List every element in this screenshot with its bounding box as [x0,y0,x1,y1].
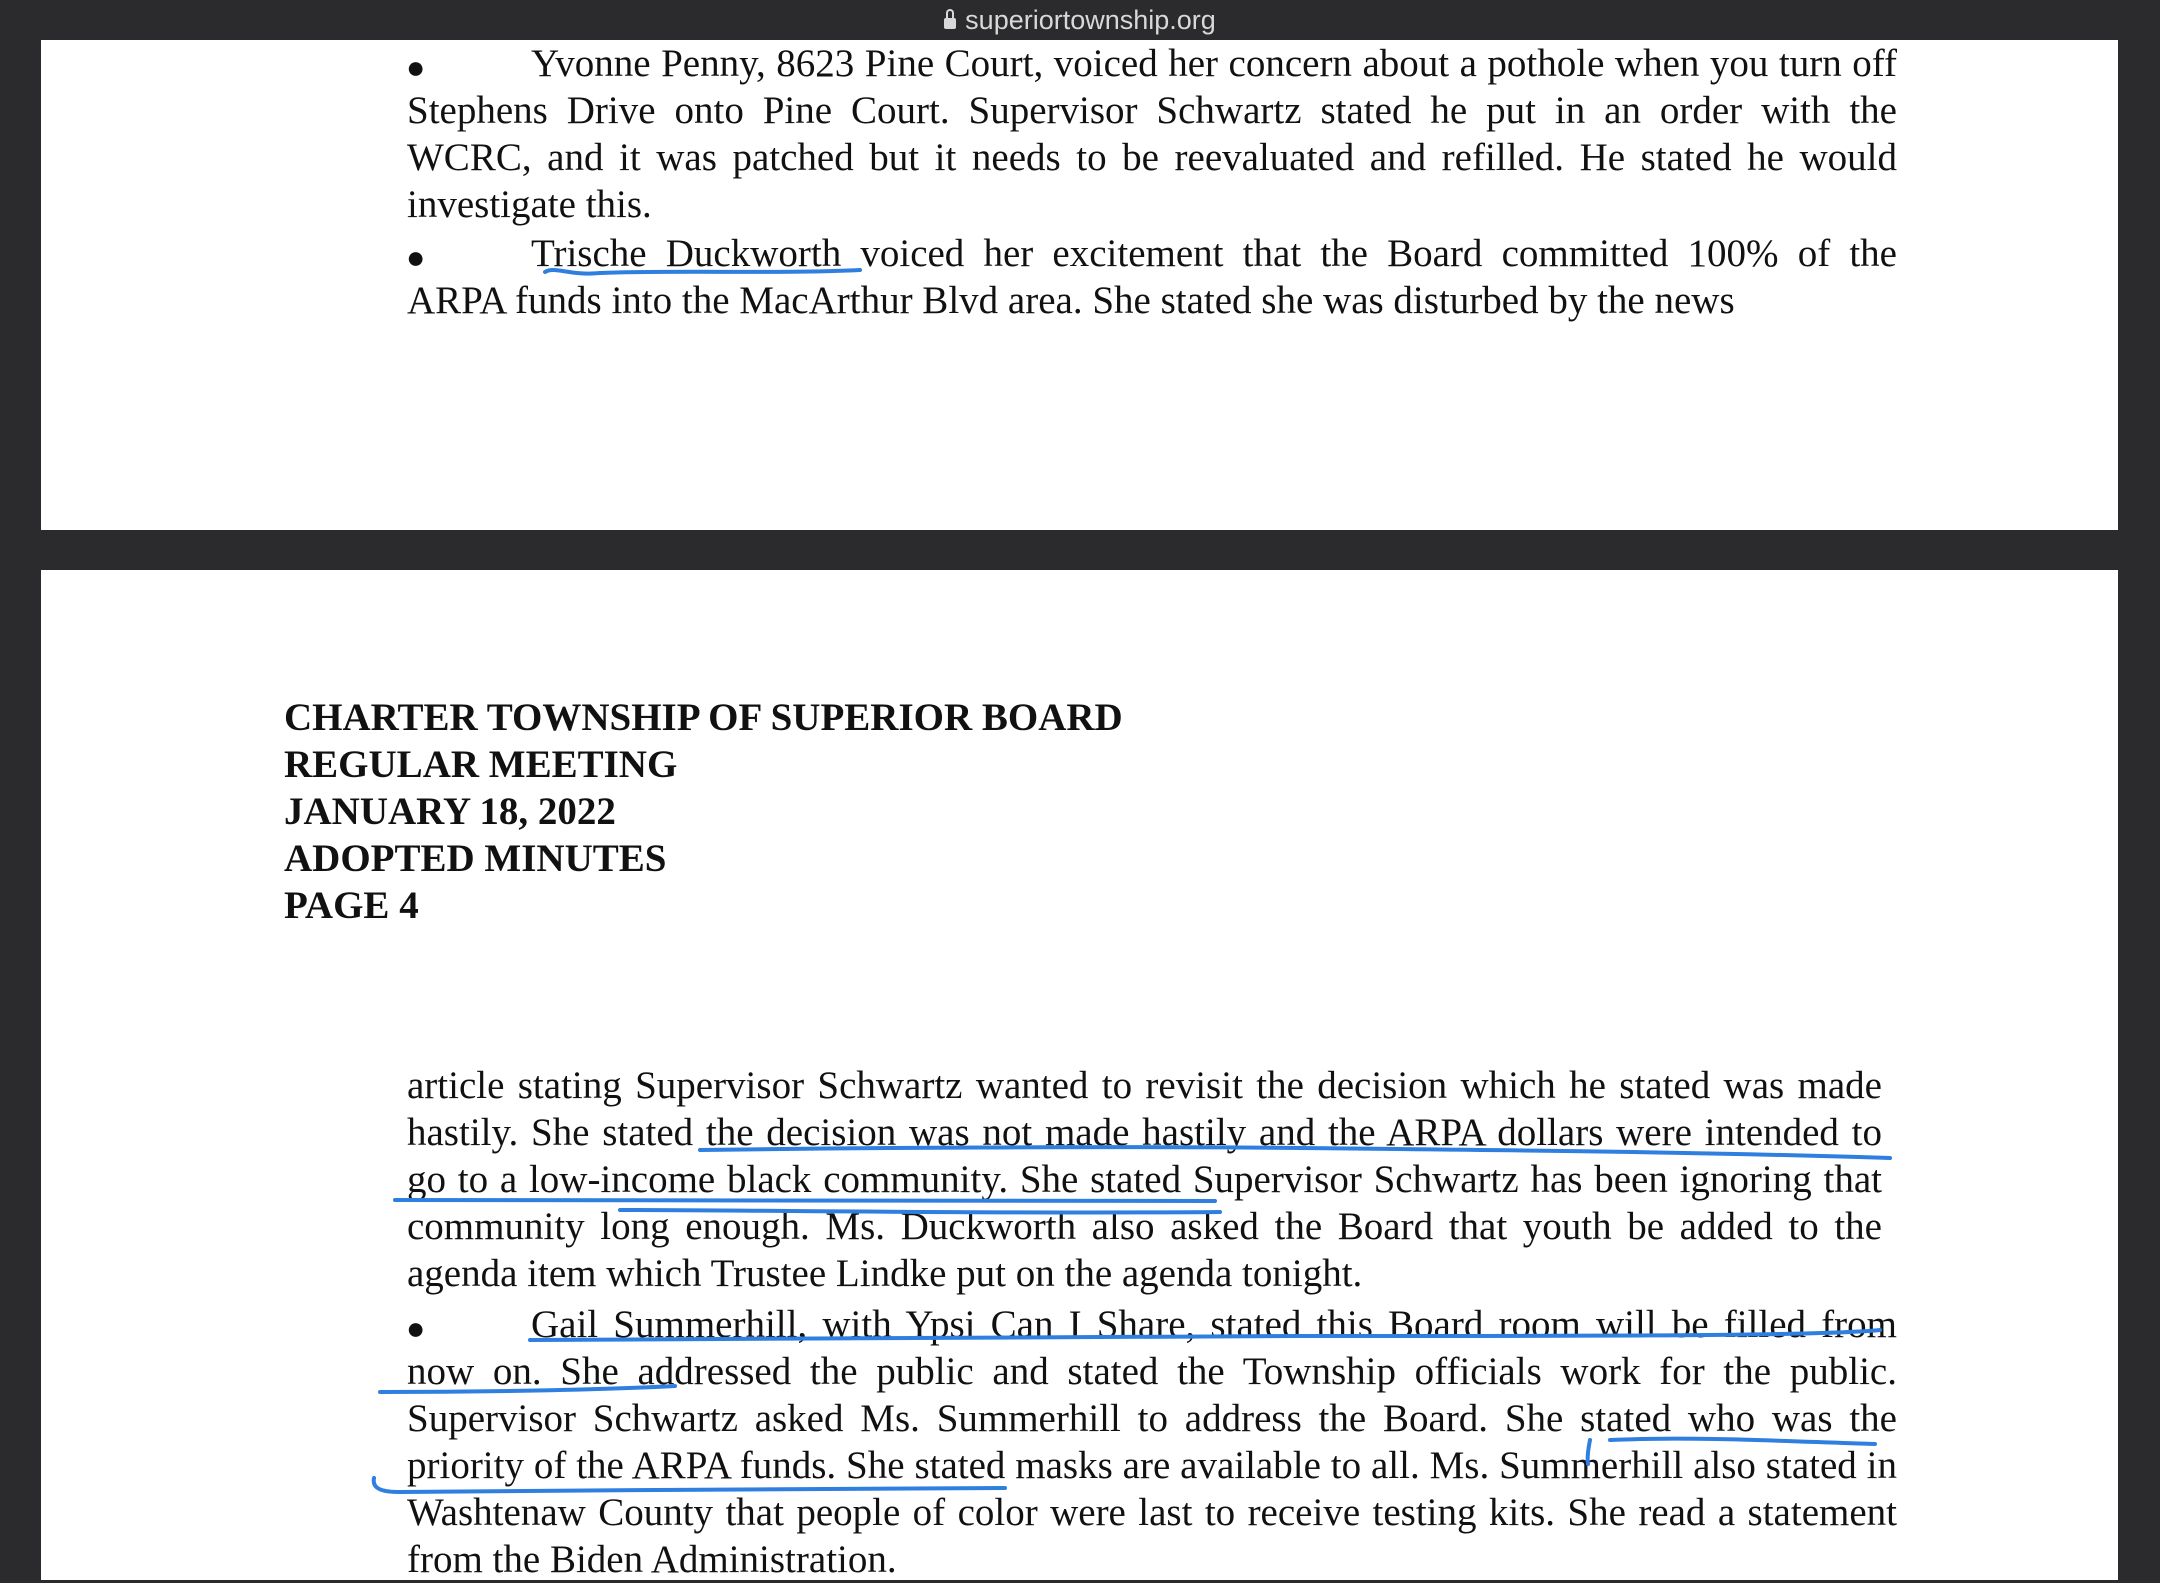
header-meeting-type: REGULAR MEETING [284,743,678,786]
header-page-number: PAGE 4 [284,884,419,927]
header-status: ADOPTED MINUTES [284,837,667,880]
bullet-icon: ● [406,49,426,85]
paragraph-duckworth-continued: article stating Supervisor Schwartz wanted to revisit the decision which he stated was made hastily. She stated the decision was not made hastily and the ARPA dollars were intended to go to a low-income black community. She stated Supervisor Schwartz has been ignoring that community long enough. Ms. Duckworth also asked the Board that youth be added to the agenda item which Trustee Lindke put on the agenda tonight. [407,1064,1882,1295]
paragraph-yvonne-penny: Yvonne Penny, 8623 Pine Court, voiced her concern about a pothole when you turn off Stephens Drive onto Pine Court. Supervisor Schwartz stated he put in an order with the WCRC, and it was patched but it needs to be reevaluated and refilled. He stated he would investigate this. [407,42,1897,226]
paragraph-gail-summerhill: Gail Summerhill, with Ypsi Can I Share, stated this Board room will be filled from now on. She addressed the public and stated the Township officials work for the public. Supervisor Schwartz asked Ms. Summerhill to address the Board. She stated who was the priority of the ARPA funds. She stated masks are available to all. Ms. Summerhill also stated in Washtenaw County that people of color were last to receive testing kits. She read a statement from the Biden Administration. [407,1303,1897,1581]
bullet-icon: ● [406,1310,426,1346]
url-text: superiortownship.org [965,4,1216,35]
lock-icon [944,18,956,29]
bullet-icon: ● [406,239,426,275]
header-date: JANUARY 18, 2022 [284,790,616,833]
document-page-3 [41,40,2118,530]
page-header [284,694,1123,929]
document-page-4 [41,570,2118,1580]
header-title: CHARTER TOWNSHIP OF SUPERIOR BOARD [284,696,1123,739]
paragraph-trische-duckworth: Trische Duckworth voiced her excitement that the Board committed 100% of the ARPA funds into the MacArthur Blvd area. She stated she was disturbed by the news [407,232,1897,322]
browser-address-bar[interactable] [0,0,2160,40]
